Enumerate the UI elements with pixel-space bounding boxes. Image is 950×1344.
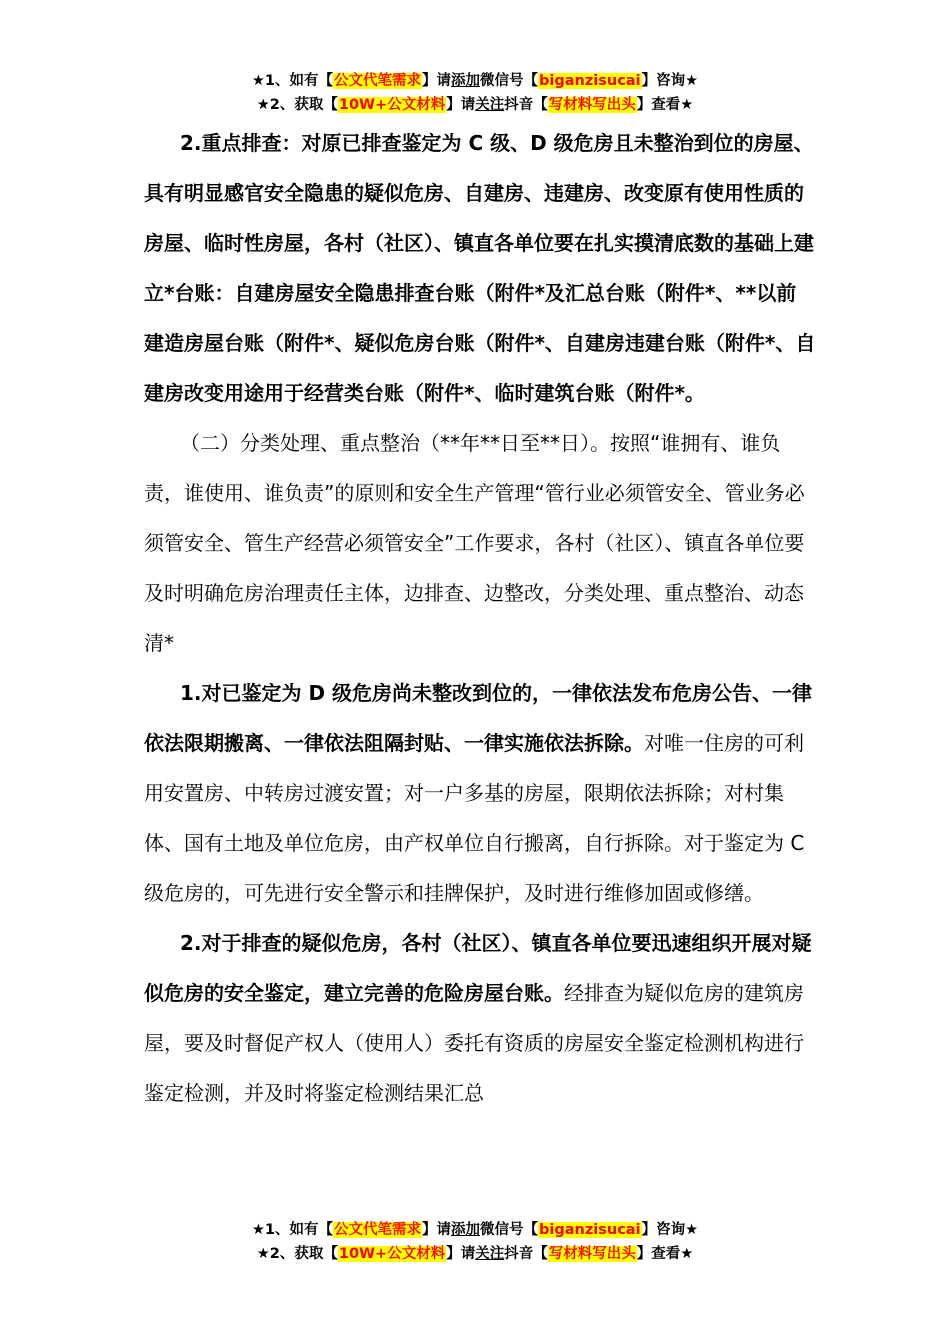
paragraph-bold-lead: 1.对已鉴定为 D 级危房尚未整改到位的，一律依法发布危房公告、一律依法限期搬离、一律依法阻隔封贴、一律实施依法拆除。 xyxy=(144,681,813,755)
banner-text: 微信号【 xyxy=(480,73,539,89)
banner-highlight: biganzisucai xyxy=(539,73,641,89)
paragraph-body-text: 对唯一住房的可利用安置房、中转房过渡安置；对一户多基的房屋，限期依法拆除；对村集体、国有土地及单位危房，由产权单位自行搬离，自行拆除。对于鉴定为 C 级危房的，可先进行安全警示和挂牌保护，及时进行维修加固或修缮。 xyxy=(144,731,805,905)
paragraph-key-inspection: 2.重点排查：对原已排查鉴定为 C 级、D 级危房且未整治到位的房屋、具有明显感官安全隐患的疑似危房、自建房、违建房、改变原有使用性质的房屋、临时性房屋，各村（社区）、镇直各单位要在扎实摸清底数的基础上建立*台账：自建房屋安全隐患排查台账（附件*及汇总台账（附件*、**以前建造房屋台账（附件*、疑似危房台账（附件*、自建房违建台账（附件*、自建房改变用途用于经营类台账（附件*、临时建筑台账（附件*。 xyxy=(144,131,816,405)
paragraph-body-text: 经排查为疑似危房的建筑房屋，要及时督促产权人（使用人）委托有资质的房屋安全鉴定检测机构进行鉴定检测，并及时将鉴定检测结果汇总 xyxy=(144,981,804,1105)
banner-highlight: 写材料写出头 xyxy=(548,97,636,113)
banner-line-1 xyxy=(0,69,950,93)
banner-text: 微信号【 xyxy=(480,1222,539,1238)
banner-highlight: 10W+公文材料 xyxy=(338,1246,446,1262)
banner-underlined-text: 添加 xyxy=(451,73,481,89)
banner-text: 抖音【 xyxy=(504,1246,548,1262)
banner-underlined-text: 关注 xyxy=(475,1246,505,1262)
banner-highlight: biganzisucai xyxy=(539,1222,641,1238)
banner-highlight: 公文代笔需求 xyxy=(334,1222,422,1238)
banner-highlight: 10W+公文材料 xyxy=(338,97,446,113)
banner-text: 】查看★ xyxy=(636,97,694,113)
banner-line-2 xyxy=(0,1242,950,1266)
banner-text: 】请 xyxy=(422,73,452,89)
banner-text: 】请 xyxy=(422,1222,452,1238)
banner-text: 】查看★ xyxy=(636,1246,694,1262)
paragraph-d-level-handling xyxy=(144,668,816,918)
banner-text: ★2、获取【 xyxy=(256,1246,338,1262)
document-body xyxy=(144,118,816,1118)
banner-line-2 xyxy=(0,93,950,117)
header-banner xyxy=(0,69,950,117)
paragraph-bold-lead: 2.对于排查的疑似危房，各村（社区）、镇直各单位要迅速组织开展对疑似危房的安全鉴定，建立完善的危险房屋台账。 xyxy=(144,931,812,1005)
banner-highlight: 写材料写出头 xyxy=(548,1246,636,1262)
banner-text: 抖音【 xyxy=(504,97,548,113)
banner-text: 】请 xyxy=(446,97,476,113)
footer-banner xyxy=(0,1218,950,1266)
banner-highlight: 公文代笔需求 xyxy=(334,73,422,89)
paragraph-classified-handling: （二）分类处理、重点整治（**年**日至**日）。按照“谁拥有、谁负责，谁使用、谁负责”的原则和安全生产管理“管行业必须管安全、管业务必须管安全、管生产经营必须管安全”工作要求，各村（社区）、镇直各单位要及时明确危房治理责任主体，边排查、边整改，分类处理、重点整治、动态清* xyxy=(144,431,805,655)
banner-underlined-text: 添加 xyxy=(451,1222,481,1238)
banner-text: 】请 xyxy=(446,1246,476,1262)
banner-text: 】咨询★ xyxy=(641,73,699,89)
banner-line-1 xyxy=(0,1218,950,1242)
banner-text: ★1、如有【 xyxy=(251,73,334,89)
banner-text: ★1、如有【 xyxy=(251,1222,334,1238)
paragraph-suspected-danger xyxy=(144,918,816,1118)
banner-underlined-text: 关注 xyxy=(475,97,505,113)
banner-text: 】咨询★ xyxy=(641,1222,699,1238)
banner-text: ★2、获取【 xyxy=(256,97,338,113)
